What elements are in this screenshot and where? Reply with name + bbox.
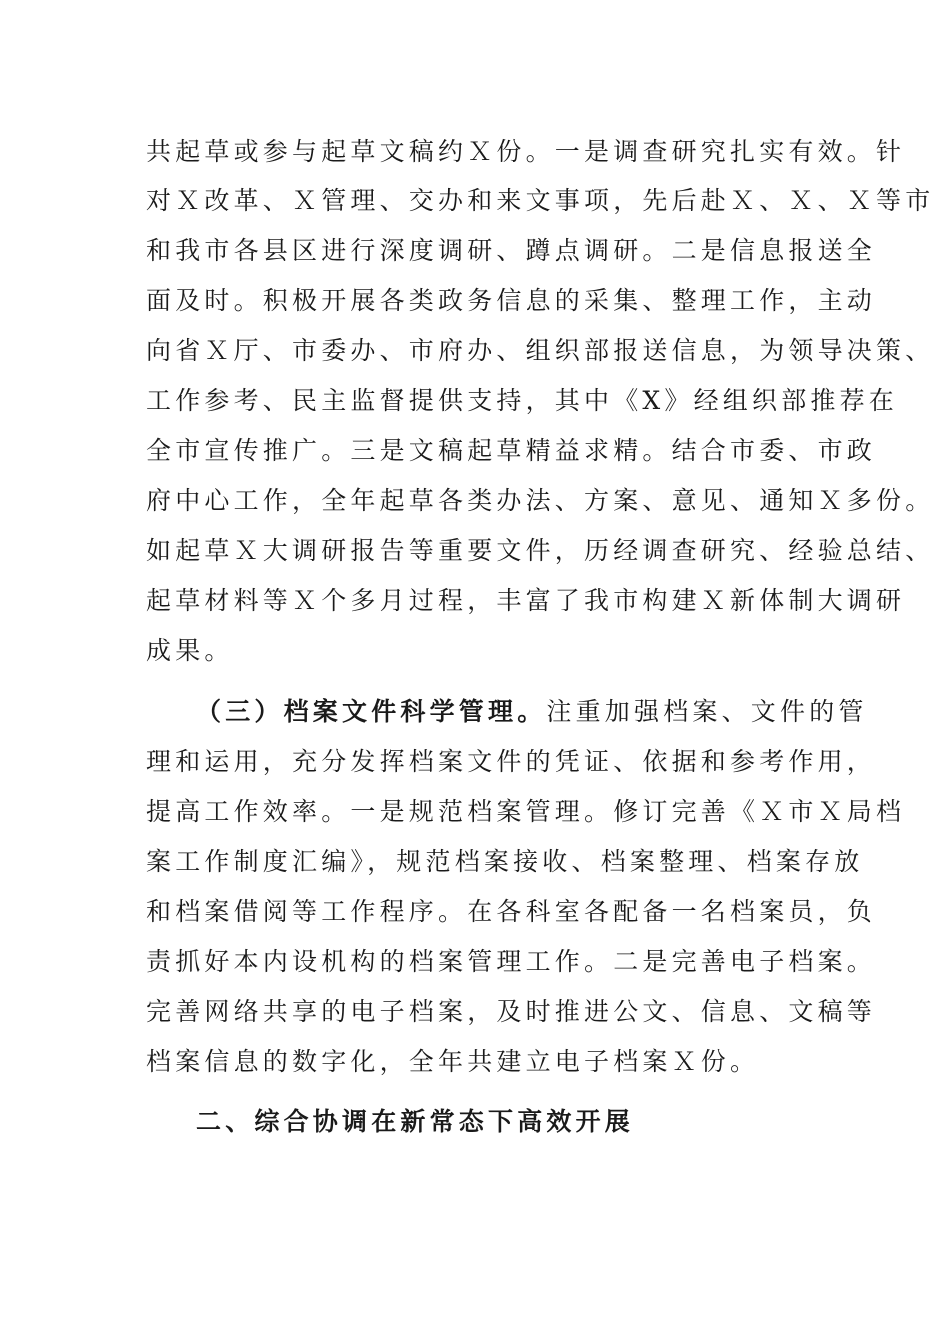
paragraph-text: 注重加强档案、文件的管 (546, 697, 868, 726)
subsection-heading: （三）档案文件科学管理。 (196, 697, 547, 726)
paragraph-line: 和档案借阅等工作程序。在各科室各配备一名档案员，负 (146, 897, 877, 926)
paragraph-line: 府中心工作，全年起草各类办法、方案、意见、通知Ｘ多份。 (146, 486, 935, 515)
paragraph-line: 向省Ｘ厅、市委办、市府办、组织部报送信息，为领导决策、 (146, 336, 935, 365)
paragraph-line: 如起草Ｘ大调研报告等重要文件，历经调查研究、经验总结、 (146, 536, 935, 565)
paragraph-line: 起草材料等Ｘ个多月过程，丰富了我市构建Ｘ新体制大调研 (146, 586, 906, 615)
section-heading: 二、综合协调在新常态下高效开展 (196, 1107, 635, 1136)
paragraph-line: 全市宣传推广。三是文稿起草精益求精。结合市委、市政 (146, 436, 877, 465)
paragraph-line: 理和运用，充分发挥档案文件的凭证、依据和参考作用， (146, 747, 877, 776)
paragraph-line: 面及时。积极开展各类政务信息的采集、整理工作，主动 (146, 286, 877, 315)
paragraph-line: 完善网络共享的电子档案，及时推进公文、信息、文稿等 (146, 997, 877, 1026)
paragraph-line: 对Ｘ改革、Ｘ管理、交办和来文事项，先后赴Ｘ、Ｘ、Ｘ等市 (146, 186, 935, 215)
paragraph-line: 和我市各县区进行深度调研、蹲点调研。二是信息报送全 (146, 236, 877, 265)
paragraph-line: 案工作制度汇编》，规范档案接收、档案整理、档案存放 (146, 847, 864, 876)
paragraph-line: 共起草或参与起草文稿约Ｘ份。一是调查研究扎实有效。针 (146, 137, 906, 166)
paragraph-first-line (196, 697, 868, 727)
paragraph-line: 责抓好本内设机构的档案管理工作。二是完善电子档案。 (146, 947, 877, 976)
paragraph-line: 档案信息的数字化，全年共建立电子档案Ｘ份。 (146, 1047, 760, 1076)
paragraph-line: 成果。 (146, 636, 234, 665)
paragraph-line: 工作参考、民主监督提供支持，其中《X》经组织部推荐在 (146, 386, 899, 415)
paragraph-line: 提高工作效率。一是规范档案管理。修订完善《Ｘ市Ｘ局档 (146, 797, 906, 826)
